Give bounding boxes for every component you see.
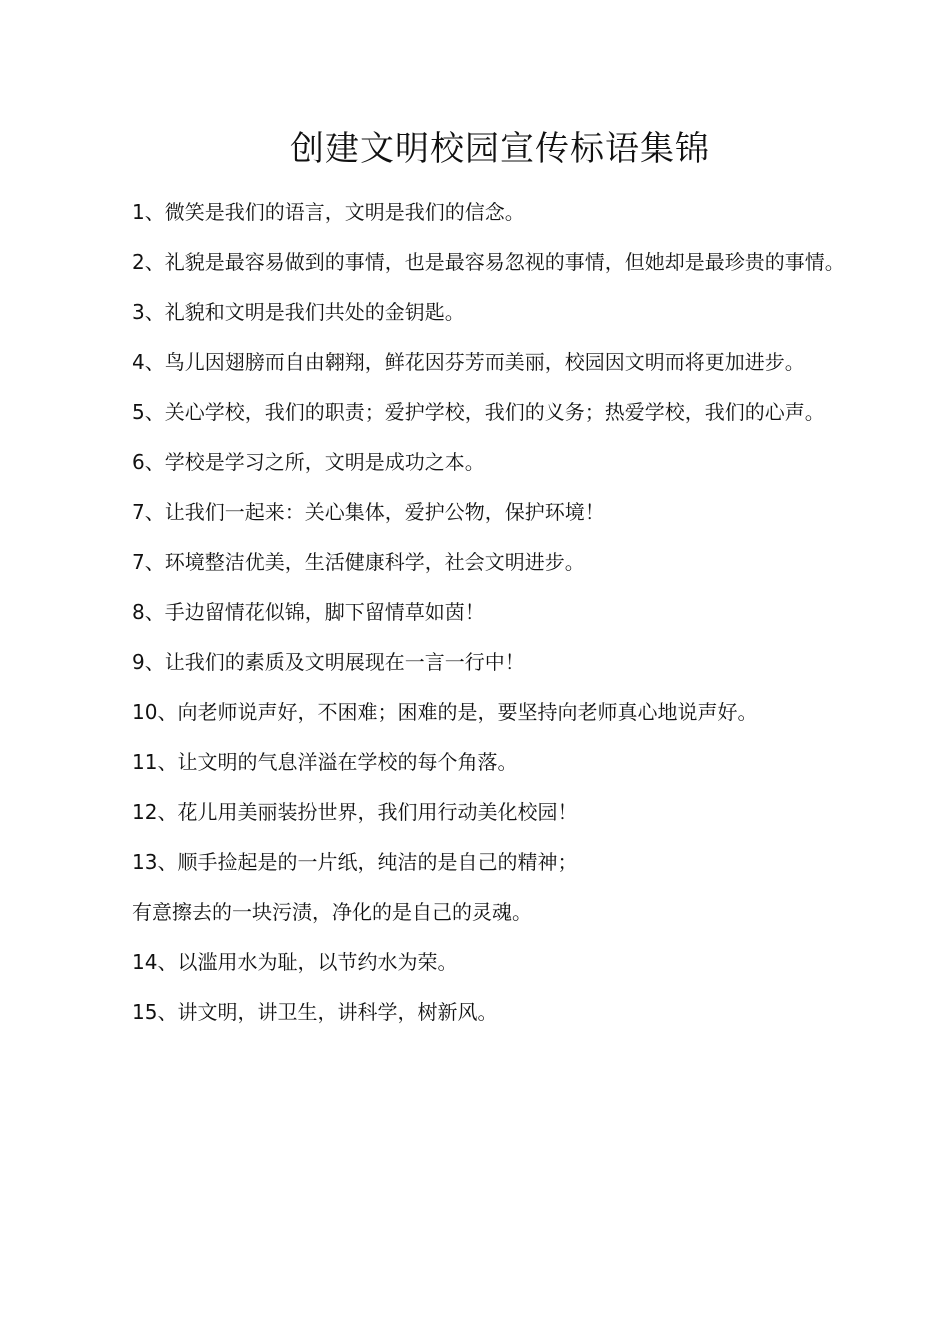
slogan-item: 6、学校是学习之所，文明是成功之本。 bbox=[132, 450, 485, 474]
slogan-item: 2、礼貌是最容易做到的事情，也是最容易忽视的事情，但她却是最珍贵的事情。 bbox=[132, 250, 845, 274]
slogan-item: 4、鸟儿因翅膀而自由翱翔，鲜花因芬芳而美丽，校园因文明而将更加进步。 bbox=[132, 350, 805, 374]
slogan-item: 7、让我们一起来：关心集体，爱护公物，保护环境！ bbox=[132, 500, 605, 524]
slogan-item: 14、以滥用水为耻，以节约水为荣。 bbox=[132, 950, 458, 974]
slogan-list bbox=[94, 187, 862, 1037]
slogan-item: 11、让文明的气息洋溢在学校的每个角落。 bbox=[132, 750, 518, 774]
slogan-item: 5、关心学校，我们的职责；爱护学校，我们的义务；热爱学校，我们的心声。 bbox=[132, 400, 825, 424]
slogan-item: 15、讲文明，讲卫生，讲科学，树新风。 bbox=[132, 1000, 498, 1024]
slogan-item: 8、手边留情花似锦，脚下留情草如茵！ bbox=[132, 600, 485, 624]
slogan-item-continuation: 有意擦去的一块污渍，净化的是自己的灵魂。 bbox=[132, 900, 532, 924]
slogan-item: 13、顺手捡起是的一片纸，纯洁的是自己的精神； bbox=[132, 850, 578, 874]
slogan-item: 3、礼貌和文明是我们共处的金钥匙。 bbox=[132, 300, 465, 324]
slogan-item: 9、让我们的素质及文明展现在一言一行中！ bbox=[132, 650, 525, 674]
slogan-item: 10、向老师说声好，不困难；困难的是，要坚持向老师真心地说声好。 bbox=[132, 700, 758, 724]
slogan-item: 1、微笑是我们的语言，文明是我们的信念。 bbox=[132, 200, 525, 224]
slogan-item: 7、环境整洁优美，生活健康科学，社会文明进步。 bbox=[132, 550, 585, 574]
slogan-item: 12、花儿用美丽装扮世界，我们用行动美化校园！ bbox=[132, 800, 578, 824]
document-title: 创建文明校园宣传标语集锦 bbox=[290, 129, 710, 169]
